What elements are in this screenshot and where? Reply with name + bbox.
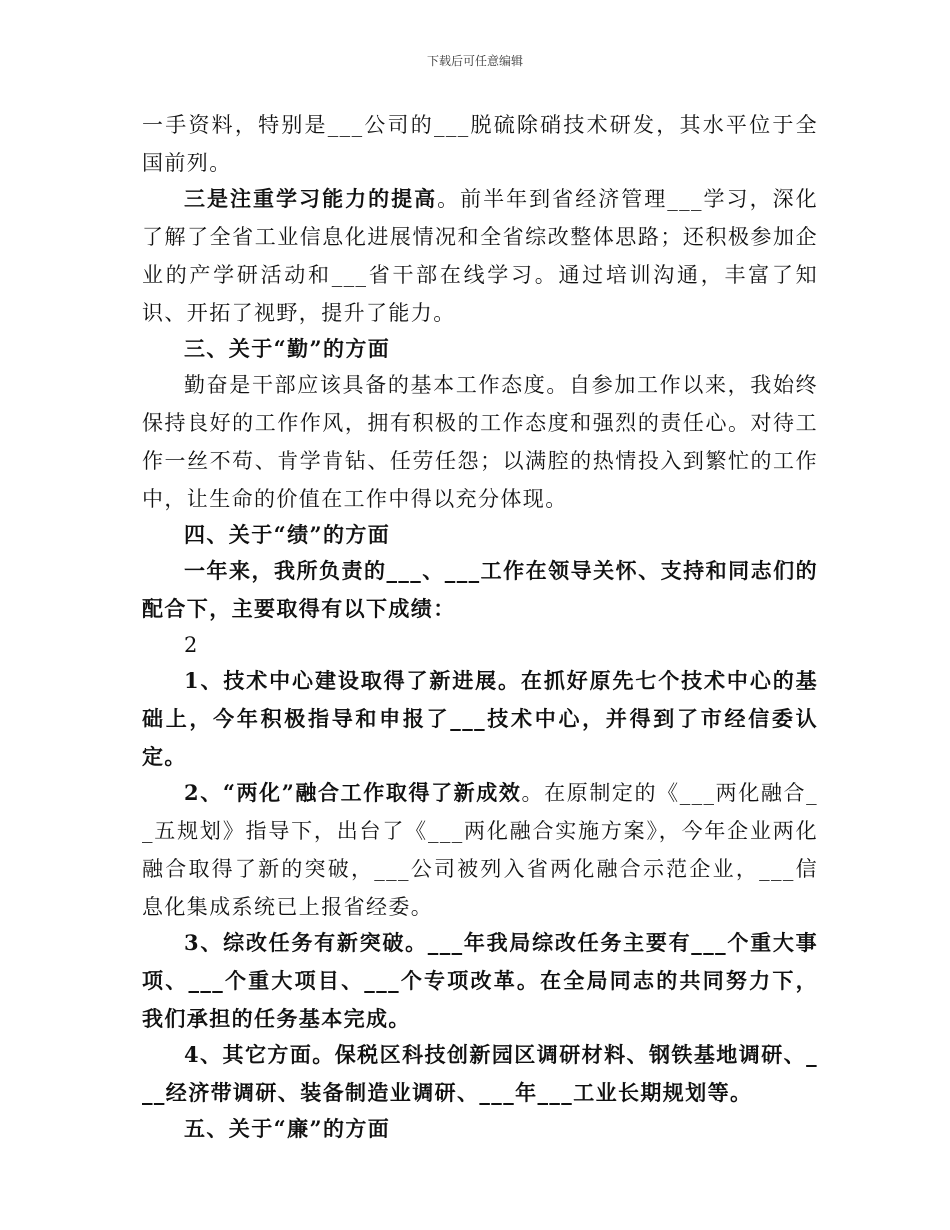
paragraph-text: 勤奋是干部应该具备的基本工作态度。自参加工作以来，我始终保持良好的工作作风，拥有积极的工作态度和强烈的责任心。对待工作一丝不苟、肯学肯钻、任劳任怨；以满腔的热情投入到繁忙的工作中，让生命的价值在工作中得以充分体现。 bbox=[142, 373, 818, 511]
paragraph-text: 一年来，我所负责的___、___工作在领导关怀、支持和同志们的配合下，主要取得有以下成绩： bbox=[142, 558, 818, 621]
paragraph-bold-lead: 2、“两化”融合工作取得了新成效 bbox=[184, 780, 522, 805]
paragraph-text: 一手资料，特别是___公司的___脱硫除硝技术研发，其水平位于全国前列。 bbox=[142, 113, 818, 175]
heading-text: 五、关于“廉”的方面 bbox=[184, 1116, 391, 1141]
document-body bbox=[142, 106, 818, 1146]
paragraph-text: 3、综改任务有新突破。___年我局综改任务主要有___个重大事项、___个重大项目、___个专项改革。在全局同志的共同努力下，我们承担的任务基本完成。 bbox=[142, 930, 818, 1031]
paragraph-2 bbox=[142, 180, 818, 332]
section-heading-lian bbox=[142, 1110, 818, 1148]
paragraph-text: 。前半年到省经济管理___学习，深化了解了全省工业信息化进展情况和全省综改整体思路；还积极参加企业的产学研活动和___省干部在线学习。通过培训沟通，丰富了知识、开拓了视野，提升了能力。 bbox=[142, 187, 818, 325]
page-number bbox=[142, 626, 818, 664]
paragraph-6 bbox=[142, 552, 818, 628]
paragraph-text: 4、其它方面。保税区科技创新园区调研材料、钢铁基地调研、___经济带调研、装备制造业调研、___年___工业长期规划等。 bbox=[142, 1042, 818, 1105]
section-heading-qin bbox=[142, 330, 818, 368]
page-header: 下载后可任意编辑 bbox=[426, 54, 523, 68]
paragraph-1 bbox=[142, 106, 818, 182]
paragraph-4 bbox=[142, 366, 818, 518]
paragraph-10 bbox=[142, 924, 818, 1038]
page-number-text: 2 bbox=[184, 633, 199, 657]
section-heading-ji bbox=[142, 516, 818, 554]
paragraph-text: 。在原制定的《___两化融合__五规划》指导下，出台了《___两化融合实施方案》，今年企业两化融合取得了新的突破，___公司被列入省两化融合示范企业，___信息化集成系统已上报省经委。 bbox=[142, 781, 818, 919]
heading-text: 三、关于“勤”的方面 bbox=[184, 336, 391, 361]
paragraph-9 bbox=[142, 774, 818, 926]
paragraph-bold-lead: 三是注重学习能力的提高 bbox=[184, 186, 438, 211]
paragraph-8 bbox=[142, 662, 818, 776]
heading-text: 四、关于“绩”的方面 bbox=[184, 522, 391, 547]
paragraph-11 bbox=[142, 1036, 818, 1112]
paragraph-text: 1、技术中心建设取得了新进展。在抓好原先七个技术中心的基础上，今年积极指导和申报了___技术中心，并得到了市经信委认定。 bbox=[142, 668, 818, 769]
